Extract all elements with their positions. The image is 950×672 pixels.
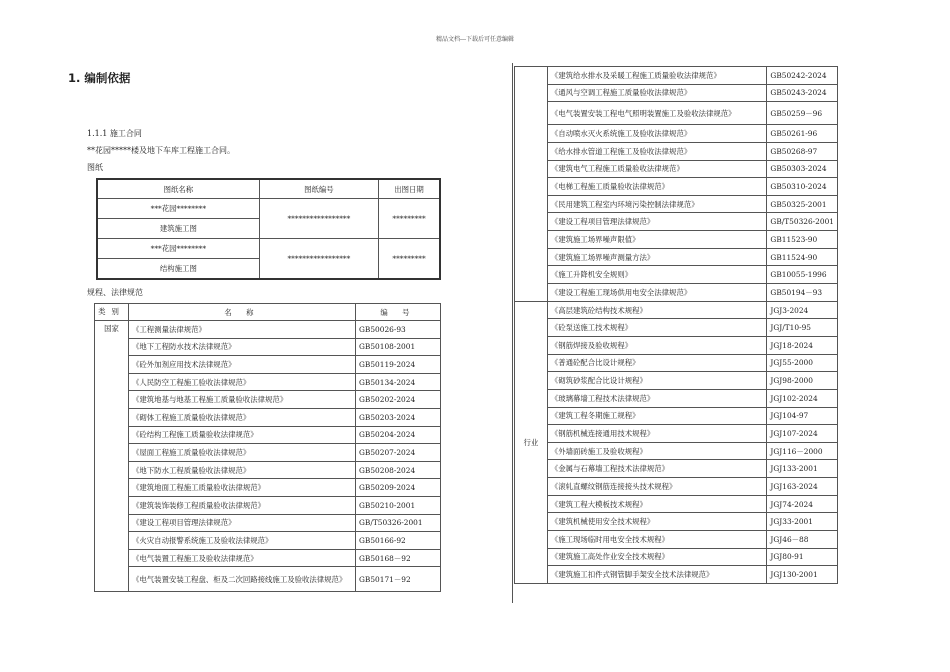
table-row [95, 321, 441, 339]
standard-code: JGJ116－2000 [767, 442, 838, 460]
table-row [515, 425, 838, 443]
table-row [515, 319, 838, 337]
standard-name: 《砌体工程施工质量验收法律规范》 [129, 408, 356, 426]
standard-name: 《建筑施工场界噪声测量方法》 [547, 248, 767, 266]
table-row [515, 160, 838, 178]
drawing-code: ***************** [259, 239, 378, 280]
table-row [515, 495, 838, 513]
drawing-name-line1: ***花园******** [97, 199, 259, 219]
standard-name: 《砌筑砂浆配合比设计规程》 [547, 372, 767, 390]
standard-code: JGJ130-2001 [767, 566, 838, 584]
category-national-cont [515, 67, 548, 302]
standard-code: GB50119-2024 [356, 356, 441, 374]
standard-code: JGJ55-2000 [767, 354, 838, 372]
table-row [515, 248, 838, 266]
standard-name: 《钢筋机械连接通用技术规程》 [547, 425, 767, 443]
standard-code: JGJ46－88 [767, 531, 838, 549]
table-row [515, 125, 838, 143]
header-category: 类别 [95, 304, 129, 321]
table-row [515, 478, 838, 496]
standard-code: GB50194－93 [767, 284, 838, 302]
table-row [515, 548, 838, 566]
standard-name: 《民用建筑工程室内环境污染控制法律规范》 [547, 195, 767, 213]
table-row [515, 231, 838, 249]
standard-name: 《建筑地面工程施工质量验收法律规范》 [129, 479, 356, 497]
standard-name: 《建筑给水排水及采暖工程施工质量验收法律规范》 [547, 67, 767, 85]
standard-name: 《电气装置安装工程盘、柜及二次回路接线施工及验收法律规范》 [129, 567, 356, 592]
standard-code: JGJ18-2024 [767, 336, 838, 354]
drawing-name-line1: ***花园******** [97, 239, 259, 259]
standard-name: 《人民防空工程施工验收法律规范》 [129, 373, 356, 391]
table-row [515, 389, 838, 407]
standard-code: GB50325-2001 [767, 195, 838, 213]
standard-code: GB11524-90 [767, 248, 838, 266]
table-row [95, 356, 441, 374]
header-name: 名 称 [129, 304, 356, 321]
standard-code: GB50268-97 [767, 142, 838, 160]
page-divider [512, 63, 513, 603]
table-row [515, 301, 838, 319]
standard-code: JGJ102-2024 [767, 389, 838, 407]
table-row [95, 549, 441, 567]
standard-name: 《施工现场临时用电安全技术规程》 [547, 531, 767, 549]
standard-name: 《建设工程项目管理法律规范》 [547, 213, 767, 231]
standard-code: GB50203-2024 [356, 408, 441, 426]
standard-name: 《电气装置安装工程电气照明装置施工及验收法律规范》 [547, 102, 767, 125]
table-row [515, 142, 838, 160]
table-row [95, 338, 441, 356]
table-row [95, 532, 441, 550]
drawing-name-line2: 结构施工图 [97, 259, 259, 280]
table-row [515, 407, 838, 425]
standard-name: 《地下防水工程质量验收法律规范》 [129, 461, 356, 479]
drawing-name-line2: 建筑施工图 [97, 219, 259, 239]
drawings-row [97, 239, 440, 259]
standard-code: JGJ74-2024 [767, 495, 838, 513]
standard-name: 《通风与空调工程施工质量验收法律规范》 [547, 84, 767, 102]
table-row [515, 372, 838, 390]
standard-code: GB/T50326-2001 [356, 514, 441, 532]
standard-code: GB50202-2024 [356, 391, 441, 409]
table-row [515, 336, 838, 354]
standard-name: 《电梯工程施工质量验收法律规范》 [547, 178, 767, 196]
standard-name: 《玻璃幕墙工程技术法律规范》 [547, 389, 767, 407]
standard-name: 《建筑施工扣件式钢管脚手架安全技术法律规范》 [547, 566, 767, 584]
standard-code: GB50166-92 [356, 532, 441, 550]
table-row [515, 213, 838, 231]
table-row [515, 84, 838, 102]
standard-name: 《自动喷水灭火系统施工及验收法律规范》 [547, 125, 767, 143]
standard-name: 《建设工程项目管理法律规范》 [129, 514, 356, 532]
standard-name: 《屋面工程施工质量验收法律规范》 [129, 444, 356, 462]
standard-name: 《工程测量法律规范》 [129, 321, 356, 339]
standard-code: GB50261-96 [767, 125, 838, 143]
table-row [95, 373, 441, 391]
table-row [95, 408, 441, 426]
table-row [515, 442, 838, 460]
drawings-header-date: 出图日期 [379, 179, 440, 199]
table-row [515, 102, 838, 125]
table-row [515, 284, 838, 302]
drawings-header-code: 图纸编号 [259, 179, 378, 199]
header-note: 精品文档---下载后可任意编辑 [435, 36, 515, 43]
standard-name: 《高层建筑砼结构技术规程》 [547, 301, 767, 319]
standard-code: JGJ107-2024 [767, 425, 838, 443]
drawing-date: ********* [379, 199, 440, 239]
standard-code: GB50242-2024 [767, 67, 838, 85]
standard-name: 《建筑地基与地基工程施工质量验收法律规范》 [129, 391, 356, 409]
table-row [95, 391, 441, 409]
table-row [95, 496, 441, 514]
drawings-table [96, 178, 441, 280]
standard-name: 《建筑机械使用安全技术规程》 [547, 513, 767, 531]
standard-code: GB50210-2001 [356, 496, 441, 514]
standard-code: GB50108-2001 [356, 338, 441, 356]
standard-name: 《电气装置工程施工及验收法律规范》 [129, 549, 356, 567]
standard-code: JGJ80-91 [767, 548, 838, 566]
standard-code: JGJ104-97 [767, 407, 838, 425]
standard-code: JGJ98-2000 [767, 372, 838, 390]
table-row [95, 567, 441, 592]
standard-name: 《建筑施工场界噪声限值》 [547, 231, 767, 249]
table-row [95, 426, 441, 444]
standard-name: 《建筑施工高处作业安全技术规程》 [547, 548, 767, 566]
standard-code: GB50303-2024 [767, 160, 838, 178]
standard-code: GB50204-2024 [356, 426, 441, 444]
header-code: 编 号 [356, 304, 441, 321]
standard-name: 《火灾自动报警系统施工及验收法律规范》 [129, 532, 356, 550]
standard-code: GB50168－92 [356, 549, 441, 567]
standard-code: GB50310-2024 [767, 178, 838, 196]
table-row [515, 513, 838, 531]
laws-table-continued [514, 66, 838, 584]
standard-code: GB50208-2024 [356, 461, 441, 479]
table-row [515, 531, 838, 549]
standard-code: GB10055-1996 [767, 266, 838, 284]
standard-name: 《砼外加剂应用技术法律规范》 [129, 356, 356, 374]
standard-name: 《普通砼配合比设计规程》 [547, 354, 767, 372]
standard-name: 《给水排水管道工程施工及验收法律规范》 [547, 142, 767, 160]
standard-code: GB/T50326-2001 [767, 213, 838, 231]
standard-name: 《砼结构工程施工质量验收法律规范》 [129, 426, 356, 444]
drawings-row [97, 199, 440, 219]
standard-name: 《建设工程施工现场供用电安全法律规范》 [547, 284, 767, 302]
table-row [515, 460, 838, 478]
standard-code: GB50026-93 [356, 321, 441, 339]
standard-name: 《钢筋焊接及验收规程》 [547, 336, 767, 354]
standard-name: 《砼泵送施工技术规程》 [547, 319, 767, 337]
contract-text: **花园*****楼及地下车库工程施工合同。 [87, 146, 235, 155]
table-row [95, 514, 441, 532]
standard-name: 《建筑工程冬期施工规程》 [547, 407, 767, 425]
standard-code: JGJ3-2024 [767, 301, 838, 319]
standard-code: JGJ33-2001 [767, 513, 838, 531]
standard-code: GB50134-2024 [356, 373, 441, 391]
standard-code: JGJ/T10-95 [767, 319, 838, 337]
table-row [95, 479, 441, 497]
standard-code: GB50171－92 [356, 567, 441, 592]
section-title: 1. 编制依据 [68, 71, 131, 85]
laws-label: 规程、法律规范 [87, 288, 143, 297]
standard-code: GB50209-2024 [356, 479, 441, 497]
standard-name: 《施工升降机安全规则》 [547, 266, 767, 284]
standard-name: 《建筑电气工程施工质量验收法律规范》 [547, 160, 767, 178]
standard-code: GB11523-90 [767, 231, 838, 249]
drawings-label: 图纸 [87, 163, 103, 172]
drawings-header-name: 图纸名称 [97, 179, 259, 199]
table-row [95, 444, 441, 462]
standard-name: 《地下工程防水技术法律规范》 [129, 338, 356, 356]
standard-code: JGJ163-2024 [767, 478, 838, 496]
standard-code: GB50207-2024 [356, 444, 441, 462]
drawing-date: ********* [379, 239, 440, 280]
table-row [515, 195, 838, 213]
standard-name: 《建筑工程大模板技术规程》 [547, 495, 767, 513]
table-row [515, 354, 838, 372]
table-row [515, 178, 838, 196]
category-national: 国家 [95, 321, 129, 592]
standard-name: 《外墙面砖施工及验收规程》 [547, 442, 767, 460]
sub-heading: 1.1.1 施工合同 [87, 129, 142, 138]
table-row [95, 461, 441, 479]
table-row [515, 266, 838, 284]
table-row [515, 67, 838, 85]
standard-name: 《滚轧直螺纹钢筋连接接头技术规程》 [547, 478, 767, 496]
standard-code: JGJ133-2001 [767, 460, 838, 478]
standard-code: GB50243-2024 [767, 84, 838, 102]
standard-code: GB50259－96 [767, 102, 838, 125]
table-row [515, 566, 838, 584]
standard-name: 《金属与石幕墙工程技术法律规范》 [547, 460, 767, 478]
category-industry: 行业 [515, 301, 548, 583]
national-laws-table [94, 303, 441, 592]
standard-name: 《建筑装饰装修工程质量验收法律规范》 [129, 496, 356, 514]
drawing-code: ***************** [259, 199, 378, 239]
